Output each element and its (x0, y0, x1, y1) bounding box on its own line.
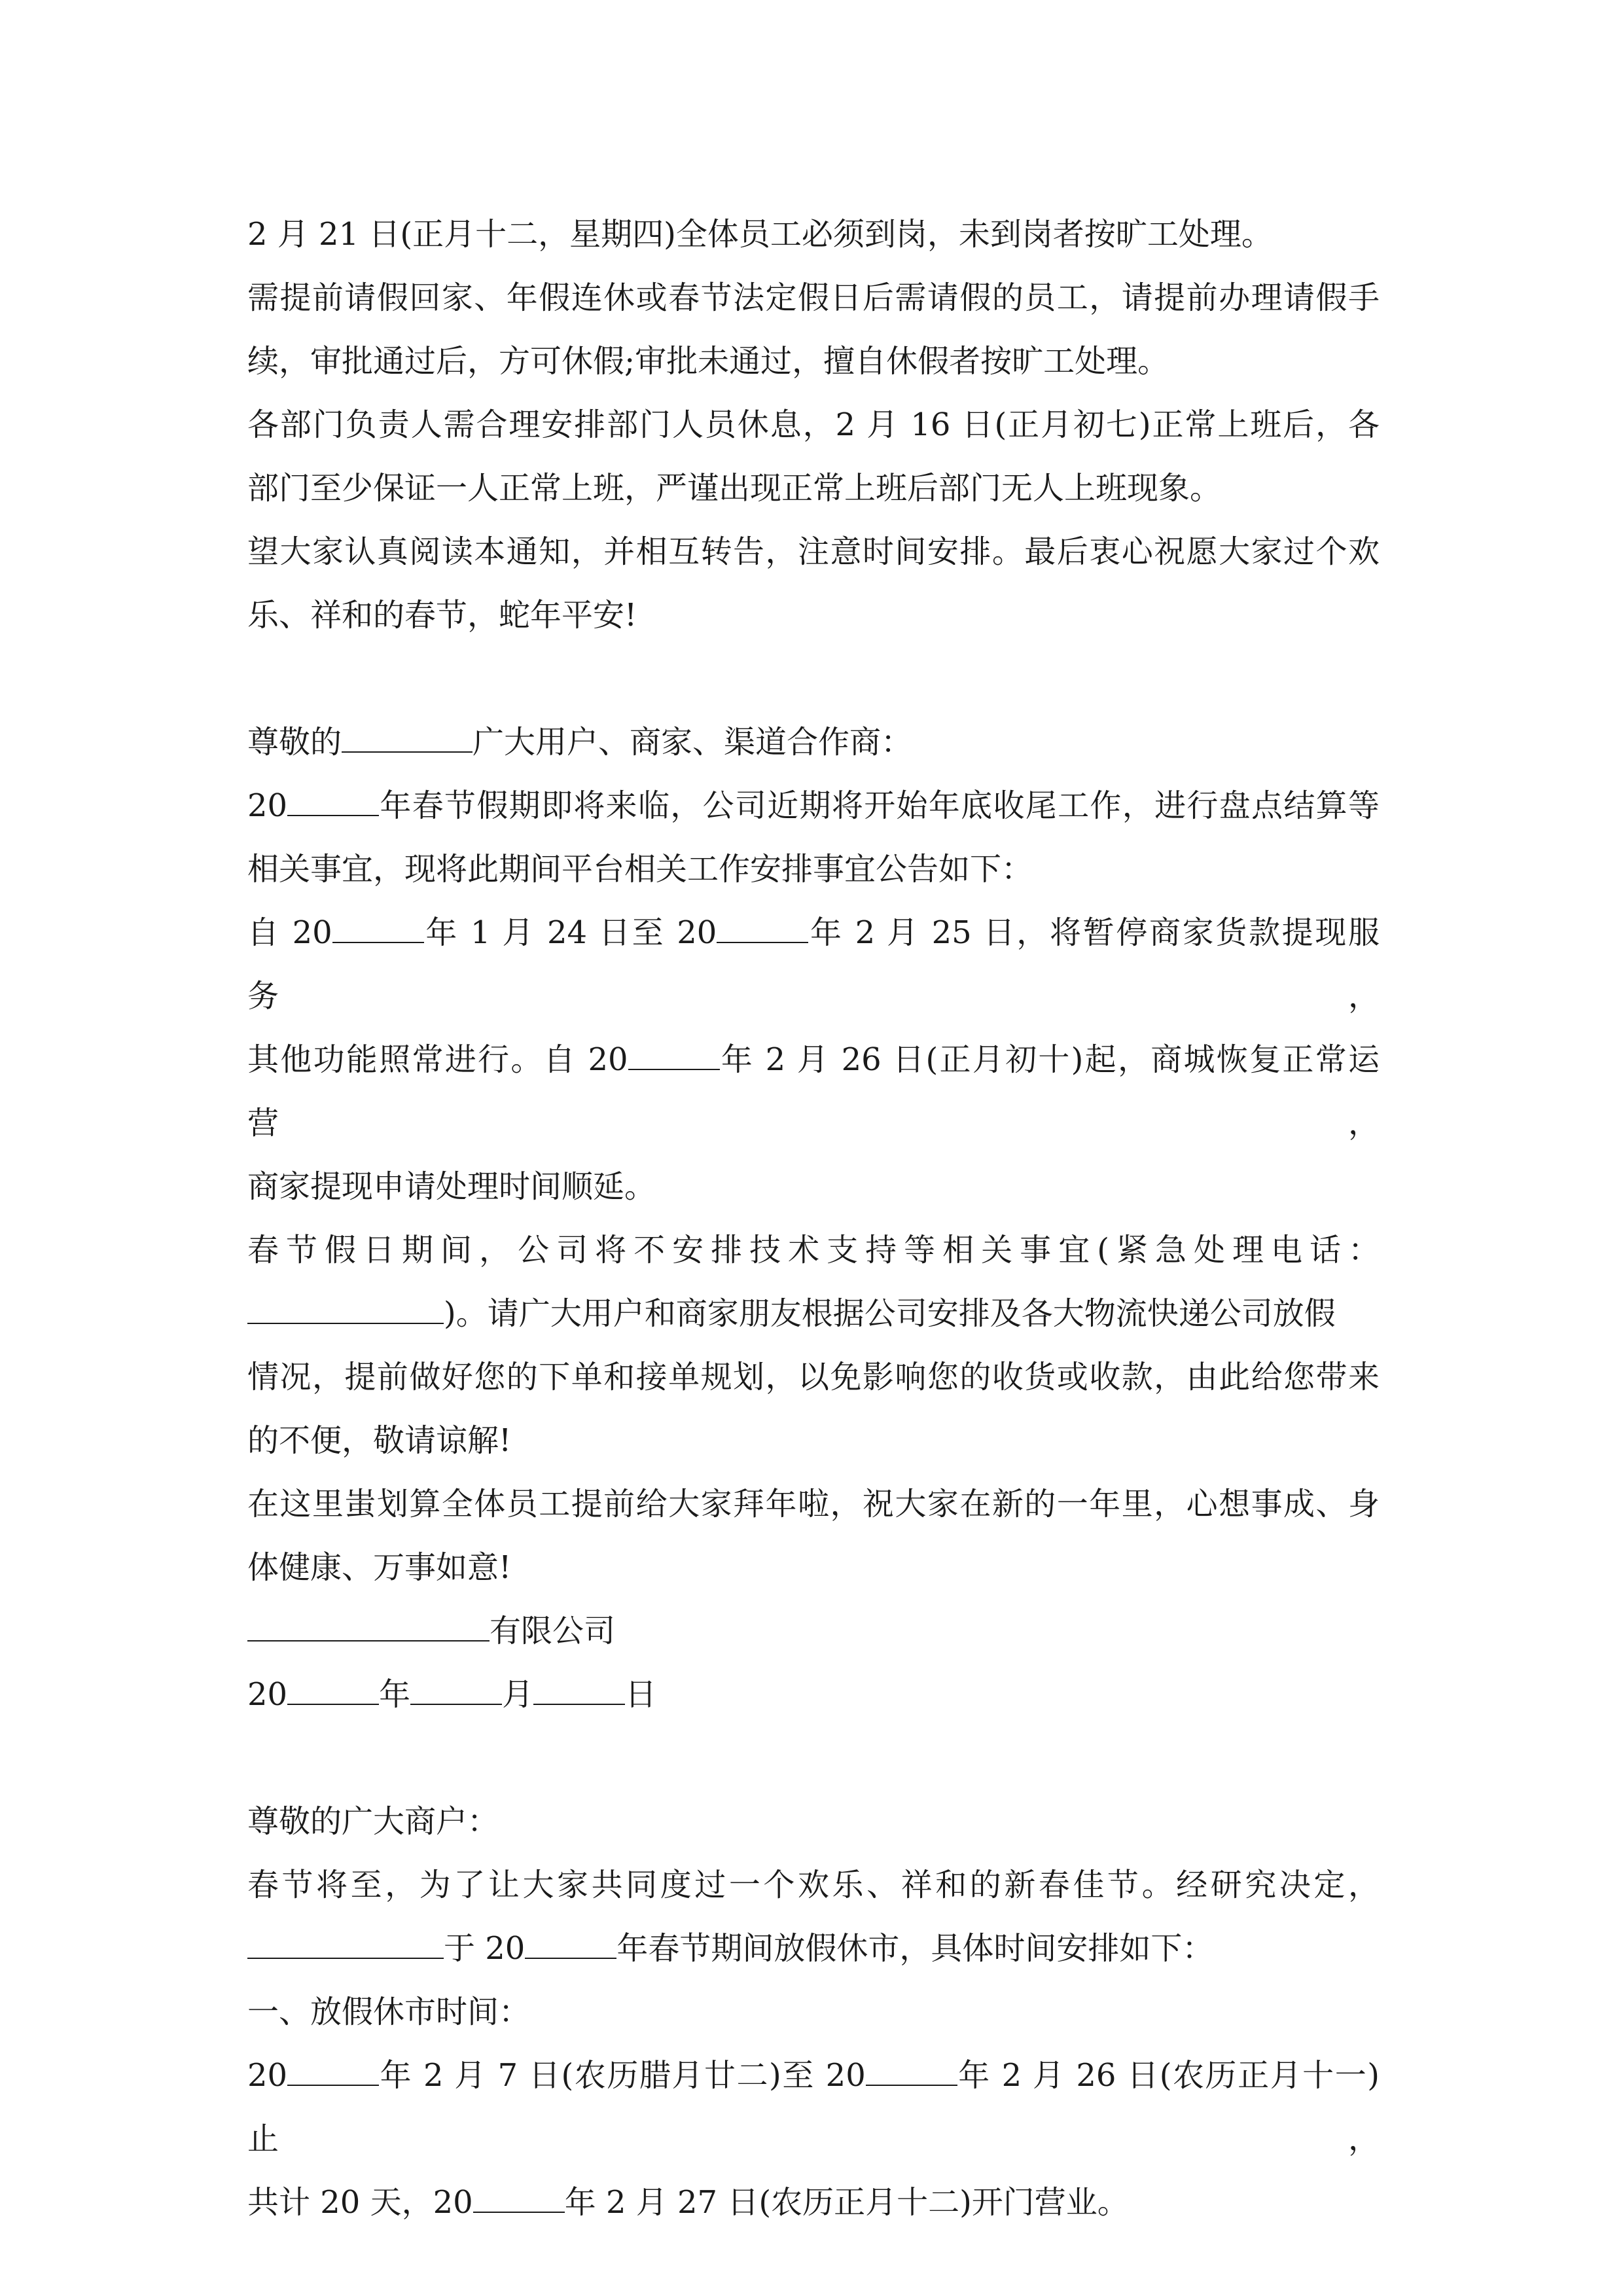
notice2-line-11: 体健康、万事如意! (247, 1549, 512, 1586)
text-fragment: 20 (247, 2057, 288, 2094)
merchant-name-blank (247, 1918, 444, 1959)
date-month-label: 月 (502, 1676, 534, 1713)
notice2-line-5: 商家提现申请处理时间顺延。 (247, 1168, 656, 1205)
notice2-line-9: 的不便，敬请谅解! (247, 1422, 512, 1459)
year-blank (473, 2172, 565, 2213)
text-fragment: )。请广大用户和商家朋友根据公司安排及各大物流快递公司放假 (444, 1295, 1336, 1332)
phone-blank (247, 1283, 444, 1324)
notice1-line-5: 部门至少保证一人正常上班，严谨出现正常上班后部门无人上班现象。 (247, 470, 1222, 507)
month-blank (410, 1664, 502, 1705)
notice2-line-10: 在这里蚩划算全体员工提前给大家拜年啦，祝大家在新的一年里，心想事成、身 (247, 1486, 1380, 1522)
notice2-line-3 (247, 901, 1380, 1028)
notice3-line-5 (247, 2171, 1380, 2234)
text-fragment: 其他功能照常进行。自 20 (247, 1041, 628, 1078)
year-blank (287, 2045, 379, 2086)
notice1-line-4: 各部门负责人需合理安排部门人员休息，2 月 16 日(正月初七)正常上班后，各 (247, 406, 1380, 443)
text-fragment: 自 20 (247, 914, 332, 951)
notice3-section-heading: 一、放假休市时间： (247, 1994, 531, 2030)
fill-in-blank (287, 776, 379, 816)
text-fragment: 年 2 月 26 日(正月初十)起，商城恢复正常运营， (247, 1041, 1380, 1141)
signature-date (247, 1663, 1380, 1727)
text-fragment: 年 2 月 25 日，将暂停商家货款提现服务， (247, 914, 1380, 1014)
notice2-line-8: 情况，提前做好您的下单和接单规划，以免影响您的收货或收款，由此给您带来 (247, 1359, 1380, 1395)
text-fragment: 于 20 (444, 1930, 526, 1967)
notice2-line-2: 相关事宜，现将此期间平台相关工作安排事宜公告如下： (247, 851, 1033, 888)
year-blank (287, 1664, 379, 1705)
fill-in-blank (717, 903, 808, 943)
text-fragment: 年 1 月 24 日至 20 (423, 914, 717, 951)
greeting-prefix: 尊敬的 (247, 724, 342, 761)
notice1-line-1: 2 月 21 日(正月十二，星期四)全体员工必须到岗，未到岗者按旷工处理。 (247, 216, 1273, 253)
text-fragment: 年 2 月 26 日(农历正月十一)止， (247, 2057, 1380, 2157)
notice2-line-7 (247, 1282, 1380, 1346)
notice1-line-2: 需提前请假回家、年假连休或春节法定假日后需请假的员工，请提前办理请假手 (247, 279, 1380, 316)
text-fragment: 年 2 月 27 日(农历正月十二)开门营业。 (564, 2184, 1129, 2221)
company-name-blank (247, 1601, 490, 1641)
notice3-line-2 (247, 1917, 1380, 1981)
notice2-greeting (247, 711, 1380, 774)
day-blank (533, 1664, 625, 1705)
date-year-prefix: 20 (247, 1676, 288, 1713)
notice3-greeting: 尊敬的广大商户： (247, 1803, 499, 1840)
text-fragment: 20 (247, 787, 288, 824)
fill-in-blank (342, 712, 473, 753)
company-signature (247, 1600, 1380, 1663)
notice2-line-4 (247, 1028, 1380, 1155)
company-suffix: 有限公司 (490, 1613, 616, 1649)
notice2-line-6: 春节假日期间，公司将不安排技术支持等相关事宜(紧急处理电话： (247, 1232, 1380, 1268)
year-blank (866, 2045, 957, 2086)
notice3-line-4 (247, 2044, 1380, 2171)
notice1-line-3: 续，审批通过后，方可休假;审批未通过，擅自休假者按旷工处理。 (247, 343, 1169, 380)
fill-in-blank (332, 903, 424, 943)
notice1-line-7: 乐、祥和的春节，蛇年平安! (247, 597, 637, 634)
text-fragment: 年春节假期即将来临，公司近期将开始年底收尾工作，进行盘点结算等 (379, 787, 1380, 824)
section-spacer (247, 1727, 1380, 1790)
text-fragment: 共计 20 天，20 (247, 2184, 473, 2221)
document-page (247, 203, 1380, 2234)
notice2-line-1 (247, 774, 1380, 838)
greeting-suffix: 广大用户、商家、渠道合作商： (473, 724, 913, 761)
notice3-line-1: 春节将至，为了让大家共同度过一个欢乐、祥和的新春佳节。经研究决定， (247, 1867, 1380, 1903)
notice1-line-6: 望大家认真阅读本通知，并相互转告，注意时间安排。最后衷心祝愿大家过个欢 (247, 533, 1380, 570)
fill-in-blank (628, 1030, 720, 1070)
year-blank (525, 1918, 616, 1959)
text-fragment: 年春节期间放假休市，具体时间安排如下： (616, 1930, 1214, 1967)
date-day-label: 日 (625, 1676, 657, 1713)
text-fragment: 年 2 月 7 日(农历腊月廿二)至 20 (379, 2057, 866, 2094)
section-spacer (247, 647, 1380, 711)
date-year-label: 年 (379, 1676, 411, 1713)
